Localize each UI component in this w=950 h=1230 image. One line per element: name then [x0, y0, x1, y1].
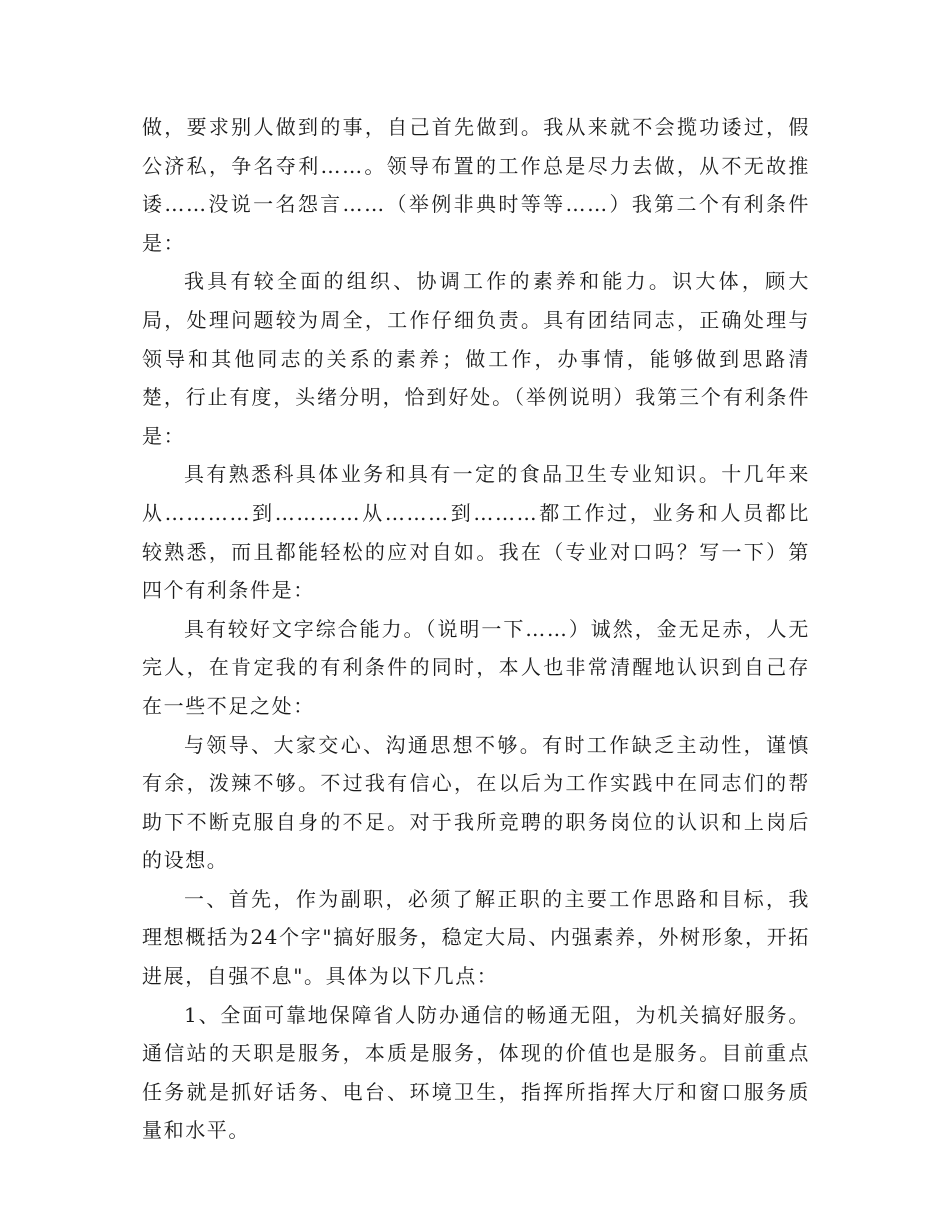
paragraph-item-one: 1、全面可靠地保障省人防办通信的畅通无阻，为机关搞好服务。通信站的天职是服务，本质是服务，体现的价值也是服务。目前重点任务就是抓好话务、电台、环境卫生，指挥所指挥大厅和窗口服务质量和水平。 [142, 1002, 810, 1143]
paragraph-writing-ability: 具有较好文字综合能力。（说明一下……）诚然，金无足赤，人无完人，在肯定我的有利条件的同时，本人也非常清醒地认识到自己存在一些不足之处： [142, 616, 810, 718]
paragraph-business-knowledge: 具有熟悉科具体业务和具有一定的食品卫生专业知识。十几年来从…………到…………从………到………都工作过，业务和人员都比较熟悉，而且都能轻松的应对自如。我在（专业对口吗？写一下）第四个有利条件是： [142, 462, 810, 603]
document-body [142, 108, 810, 1150]
paragraph-shortcomings: 与领导、大家交心、沟通思想不够。有时工作缺乏主动性，谨慎有余，泼辣不够。不过我有信心，在以后为工作实践中在同志们的帮助下不断克服自身的不足。对于我所竞聘的职务岗位的认识和上岗后的设想。 [142, 732, 810, 873]
paragraph-continuation: 做，要求别人做到的事，自己首先做到。我从来就不会揽功诿过，假公济私，争名夺利……。领导布置的工作总是尽力去做，从不无故推诿……没说一名怨言……（举例非典时等等……）我第二个有利条件是： [142, 115, 810, 255]
paragraph-section-one: 一、首先，作为副职，必须了解正职的主要工作思路和目标，我理想概括为24个字"搞好服务，稳定大局、内强素养，外树形象，开拓进展，自强不息"。具体为以下几点： [142, 886, 810, 989]
paragraph-organization-ability: 我具有较全面的组织、协调工作的素养和能力。识大体，顾大局，处理问题较为周全，工作仔细负责。具有团结同志，正确处理与领导和其他同志的关系的素养；做工作，办事情，能够做到思路清楚，行止有度，头绪分明，恰到好处。（举例说明）我第三个有利条件是： [142, 269, 810, 448]
